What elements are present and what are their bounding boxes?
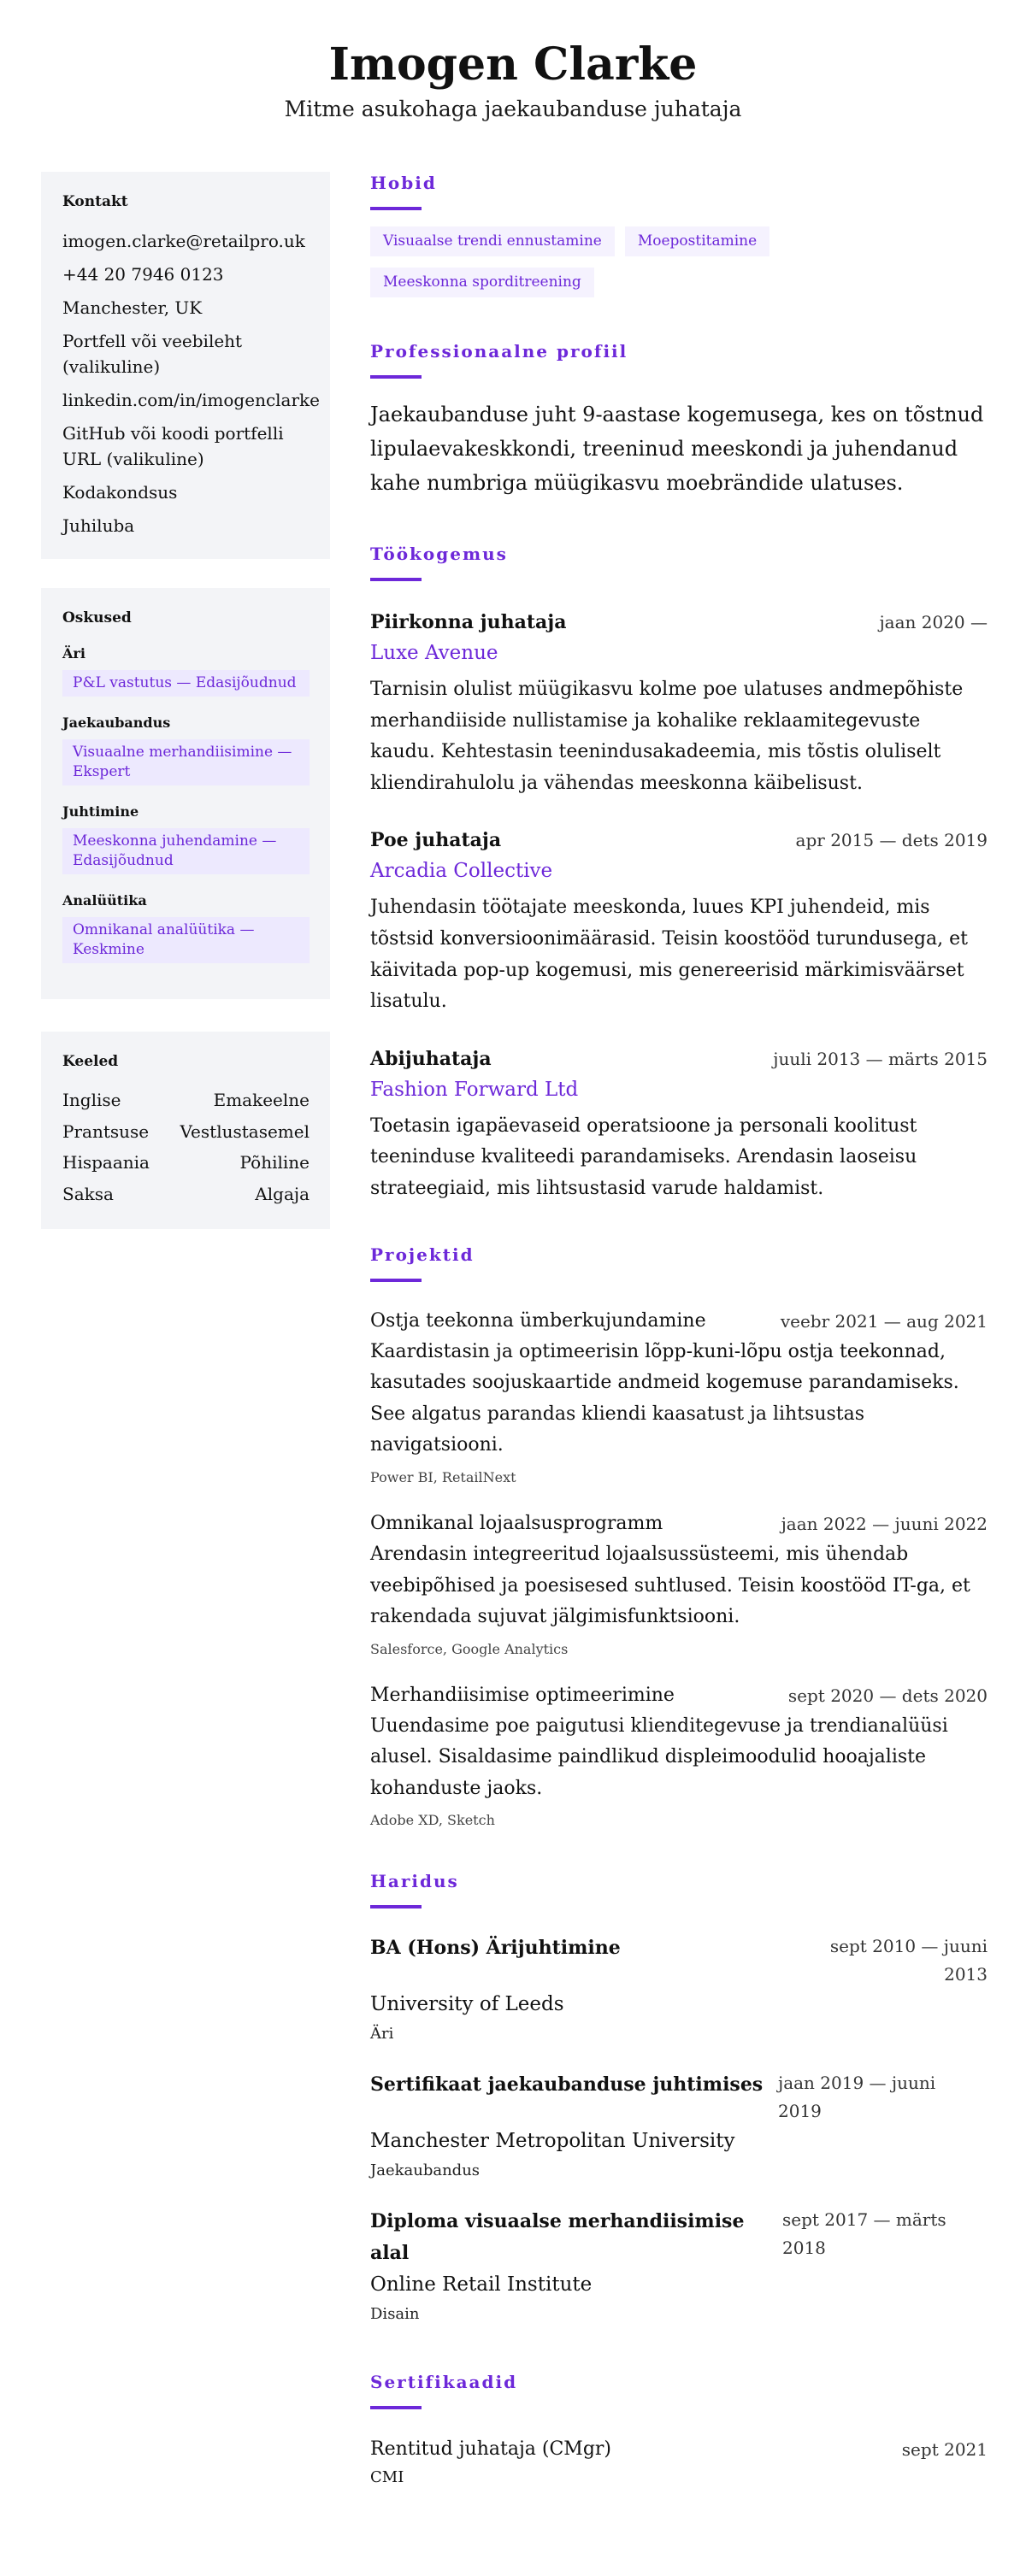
education-date: jaan 2019 — juuni 2019 [778,2073,936,2122]
contact-citizenship: Kodakondsus [62,482,178,503]
section-title: Sertifikaadid [370,2372,518,2393]
language-level: Vestlustasemel [180,1120,310,1142]
field-of-study: Disain [370,2305,420,2324]
education-entry [370,2206,988,2326]
skill-category: Analüütika [62,892,147,909]
job-company: Luxe Avenue [370,642,498,664]
language-level: Põhiline [239,1152,310,1173]
hobby-tag: Moepostitamine [625,226,770,256]
skill-group [62,644,310,697]
section-title: Töökogemus [370,544,508,564]
section-divider [370,2406,422,2409]
section-divider [370,207,422,210]
certification-entry [370,2437,988,2490]
job-date: apr 2015 — dets 2019 [795,830,988,851]
language-row [62,1119,310,1144]
project-entry [370,1683,988,1832]
degree-title: Diploma visuaalse merhandiisimise alal [370,2210,745,2265]
skill-category: Jaekaubandus [62,715,171,731]
project-description: Kaardistasin ja optimeerisin lõpp-kuni-lõpu ostja teekonnad, kasutades soojuskaartide andmeid kogemuse parandamiseks. See algatus parandas kliendi kaasatust ja lihtsustas navigatsiooni. [370,1340,959,1456]
language-name: Saksa [62,1183,114,1204]
languages-title: Keeled [62,1053,119,1070]
contact-portfolio: Portfell või veebileht (valikuline) [62,331,243,377]
degree-title: Sertifikaat jaekaubanduse juhtimises [370,2073,764,2097]
job-description: Tarnisin olulist müügikasvu kolme poe ulatuses andmepõhiste merhandiiside nullistamise ja kohalike reklaamitegevuste kaudu. Kehtestasin teenindusakadeemia, mis tõstis oluliselt kliendirahulolu ja vähendas meeskonna käibelisust. [370,679,964,794]
project-tech: Salesforce, Google Analytics [370,1640,569,1657]
institution: University of Leeds [370,1993,564,2016]
sidebar [41,172,330,1229]
section-title: Projektid [370,1244,475,1265]
language-name: Hispaania [62,1152,150,1173]
skill-tag: Meeskonna juhendamine — Edasijõudnud [62,828,310,874]
field-of-study: Jaekaubandus [370,2161,481,2180]
contact-email: imogen.clarke@retailpro.uk [62,231,305,251]
certifications-section [370,2371,988,2490]
project-date: sept 2020 — dets 2020 [787,1685,988,1706]
resume-header [0,0,1026,123]
section-divider [370,1279,422,1282]
skills-box [41,588,330,999]
education-entry [370,1932,988,2046]
hobbies-section [370,172,988,297]
contact-title: Kontakt [62,193,128,210]
job-description: Juhendasin töötajate meeskonda, luues KPI juhendeid, mis tõstsid konversioonimäärasid. Teisin koostööd turundusega, et käivitada pop-up kogemusi, mis genereerisid märkimisväärset lisatulu. [370,897,968,1013]
languages-box [41,1032,330,1229]
section-divider [370,1905,422,1908]
institution: Manchester Metropolitan University [370,2130,735,2153]
skill-group [62,891,310,963]
institution: Online Retail Institute [370,2273,593,2297]
job-company: Fashion Forward Ltd [370,1078,579,1101]
project-description: Arendasin integreeritud lojaalsussüsteemi, mis ühendab veebipõhised ja poesisesed suhtlused. Teisin koostööd IT-ga, et rakendada sujuvat jälgimisfunktsiooni. [370,1543,970,1628]
job-date: juuli 2013 — märts 2015 [773,1048,988,1069]
hobby-tag: Meeskonna sporditreening [370,268,594,297]
skill-tag: P&L vastutus — Edasijõudnud [62,670,310,697]
projects-section [370,1244,988,1832]
job-title: Abijuhataja [370,1047,492,1070]
certification-title: Rentitud juhataja (CMgr) [370,2438,612,2461]
project-title: Ostja teekonna ümberkujundamine [370,1309,706,1332]
contact-box [41,172,330,559]
job-title: Piirkonna juhataja [370,611,567,633]
skill-category: Juhtimine [62,803,139,820]
language-level: Algaja [255,1183,310,1204]
contact-list [62,228,320,538]
job-date: jaan 2020 — [879,612,988,632]
contact-github: GitHub või koodi portfelli URL (valikuline) [62,423,284,469]
skill-tag: Visuaalne merhandiisimine — Ekspert [62,739,310,785]
candidate-name: Imogen Clarke [328,38,698,91]
job-title: Poe juhataja [370,829,502,852]
section-title: Hobid [370,173,437,193]
certification-issuer: CMI [370,2468,404,2487]
language-row [62,1087,310,1113]
skill-category: Äri [62,645,86,662]
skill-group [62,802,310,874]
section-divider [370,578,422,581]
section-title: Professionaalne profiil [370,341,628,362]
hobby-tags [370,226,988,297]
degree-title: BA (Hons) Ärijuhtimine [370,1937,621,1960]
experience-section [370,543,988,1205]
language-name: Inglise [62,1090,121,1110]
education-section [370,1870,988,2326]
project-tech: Adobe XD, Sketch [370,1812,495,1829]
section-title: Haridus [370,1871,459,1892]
education-entry [370,2069,988,2183]
job-entry [370,1046,988,1205]
field-of-study: Äri [370,2025,394,2044]
contact-license: Juhiluba [62,515,135,536]
section-divider [370,375,422,379]
project-date: veebr 2021 — aug 2021 [780,1310,988,1332]
profile-section [370,340,988,500]
project-entry [370,1511,988,1660]
language-row [62,1181,310,1207]
language-level: Emakeelne [213,1090,310,1110]
contact-phone: +44 20 7946 0123 [62,264,224,285]
project-title: Omnikanal lojaalsusprogramm [370,1512,663,1534]
candidate-title: Mitme asukohaga jaekaubanduse juhataja [284,97,742,121]
profile-text: Jaekaubanduse juht 9-aastase kogemusega, kes on tõstnud lipulaevakeskkondi, treeninud meeskondi ja juhendanud kahe numbriga müügikasvu moebrändide ulatuses. [370,403,984,495]
skill-group [62,713,310,785]
skill-tag: Omnikanal analüütika — Keskmine [62,917,310,963]
skills-title: Oskused [62,609,132,626]
certification-date: sept 2021 [901,2439,988,2461]
job-description: Toetasin igapäevaseid operatsioone ja personali koolitust teeninduse kvaliteedi parandamiseks. Arendasin laoseisu strateegiaid, mis lihtsustasid varude haldamist. [370,1115,917,1199]
project-description: Uuendasime poe paigutusi klienditegevuse ja trendianalüüsi alusel. Sisaldasime paindlikud displeimoodulid hooajaliste kohanduste jaoks. [370,1714,948,1799]
contact-linkedin: linkedin.com/in/imogenclarke [62,390,320,410]
language-list [62,1087,310,1207]
project-entry [370,1309,988,1488]
education-date: sept 2017 — märts 2018 [782,2209,946,2259]
language-name: Prantsuse [62,1120,150,1142]
job-company: Arcadia Collective [370,860,553,883]
language-row [62,1150,310,1175]
project-date: jaan 2022 — juuni 2022 [781,1513,988,1534]
job-entry [370,609,988,799]
hobby-tag: Visuaalse trendi ennustamine [370,226,615,256]
education-date: sept 2010 — juuni 2013 [829,1936,988,1985]
main-content [370,172,988,2490]
job-entry [370,827,988,1017]
project-tech: Power BI, RetailNext [370,1468,516,1485]
contact-location: Manchester, UK [62,297,203,318]
project-title: Merhandiisimise optimeerimine [370,1684,675,1706]
